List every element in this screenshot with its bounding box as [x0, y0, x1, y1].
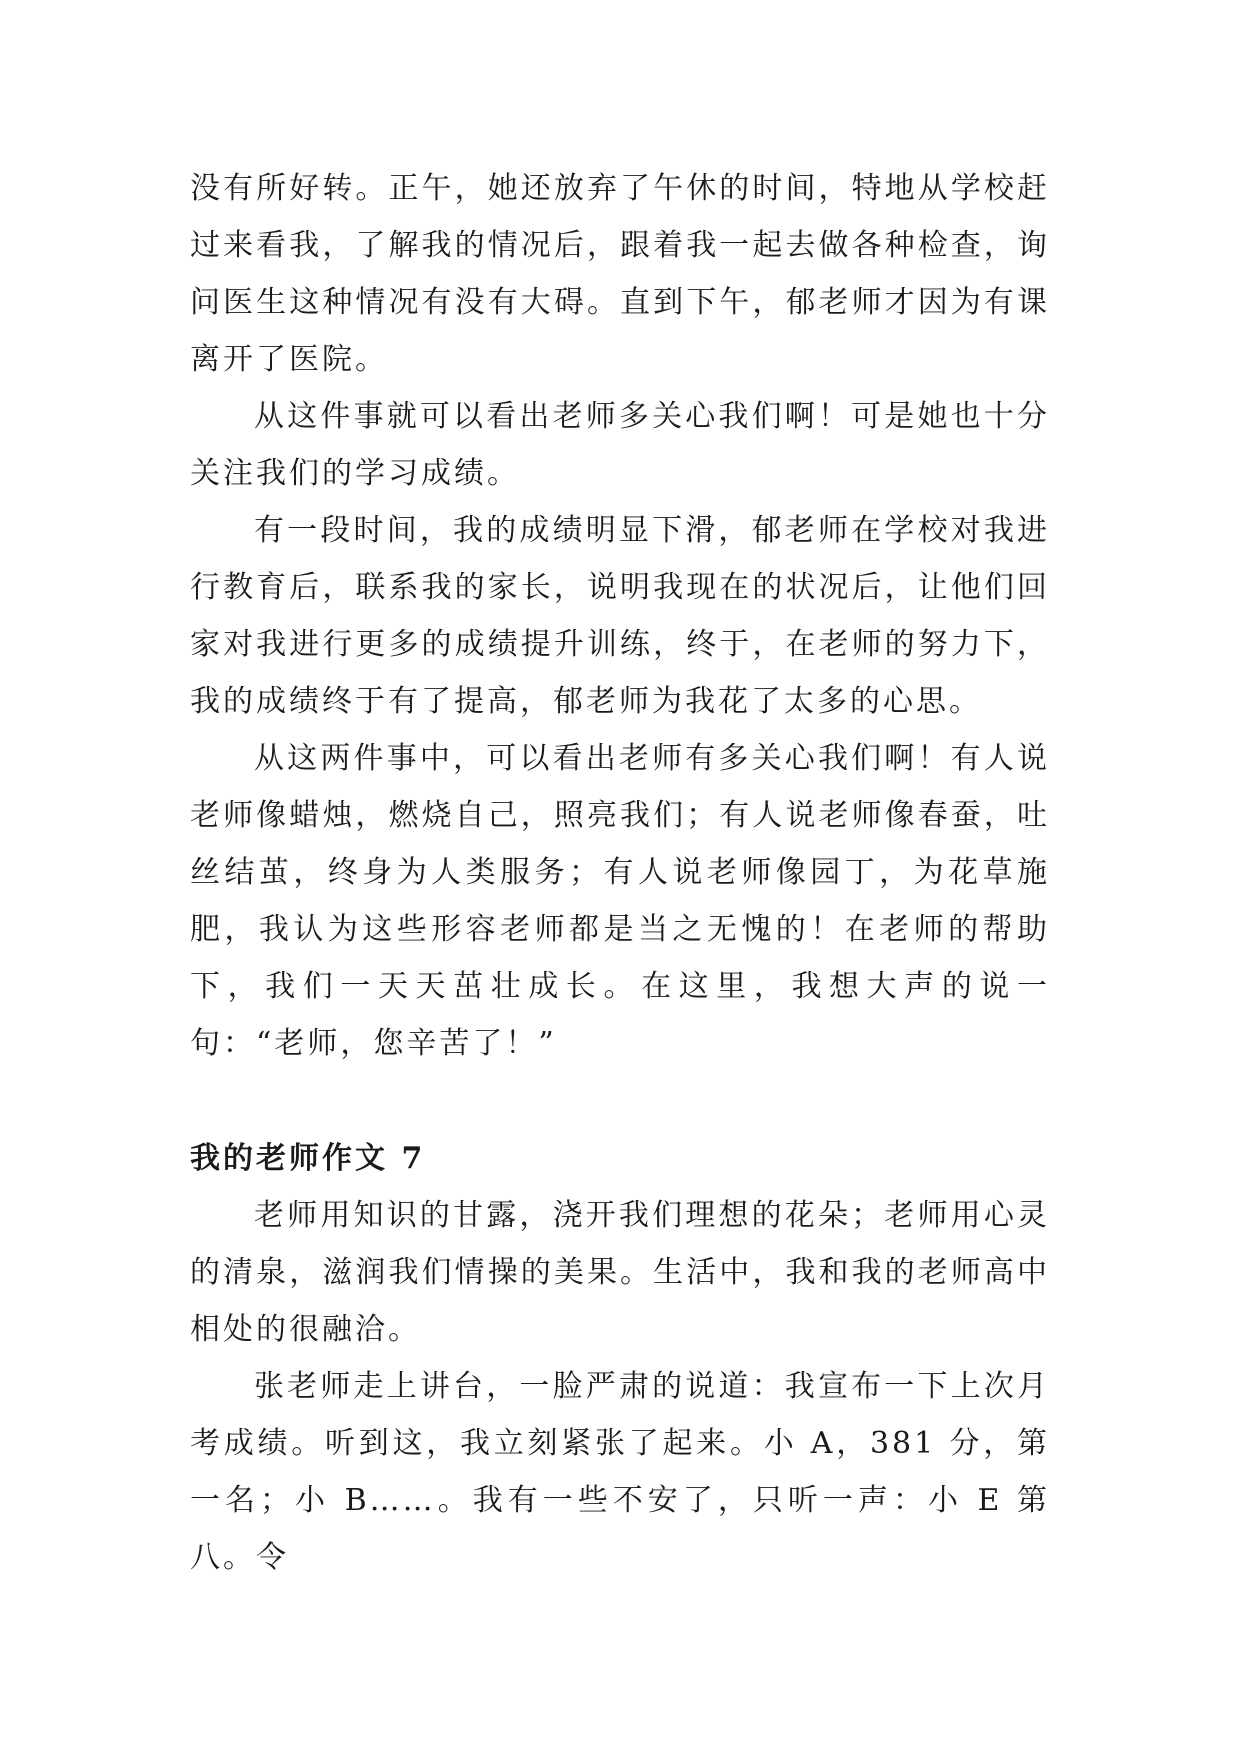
paragraph: 从这件事就可以看出老师多关心我们啊！可是她也十分关注我们的学习成绩。	[190, 399, 1050, 491]
paragraph: 没有所好转。正午，她还放弃了午休的时间，特地从学校赶过来看我，了解我的情况后，跟着我一起去做各种检查，询问医生这种情况有没有大碍。直到下午，郁老师才因为有课离开了医院。	[190, 171, 1050, 377]
paragraph: 张老师走上讲台，一脸严肃的说道：我宣布一下上次月考成绩。听到这，我立刻紧张了起来。小 A，381 分，第一名；小 B……。我有一些不安了，只听一声：小 E 第八。令	[190, 1369, 1050, 1575]
document-body	[190, 160, 1050, 1586]
paragraph: 有一段时间，我的成绩明显下滑，郁老师在学校对我进行教育后，联系我的家长，说明我现在的状况后，让他们回家对我进行更多的成绩提升训练，终于，在老师的努力下，我的成绩终于有了提高，郁老师为我花了太多的心思。	[190, 513, 1050, 719]
paragraph: 老师用知识的甘露，浇开我们理想的花朵；老师用心灵的清泉，滋润我们情操的美果。生活中，我和我的老师高中相处的很融洽。	[190, 1198, 1050, 1347]
paragraph: 从这两件事中，可以看出老师有多关心我们啊！有人说老师像蜡烛，燃烧自己，照亮我们；有人说老师像春蚕，吐丝结茧，终身为人类服务；有人说老师像园丁，为花草施肥，我认为这些形容老师都是当之无愧的！在老师的帮助下，我们一天天茁壮成长。在这里，我想大声的说一句：“老师，您辛苦了！”	[190, 741, 1050, 1061]
section-spacer	[190, 1072, 1050, 1130]
section-title: 我的老师作文 7	[190, 1141, 426, 1176]
